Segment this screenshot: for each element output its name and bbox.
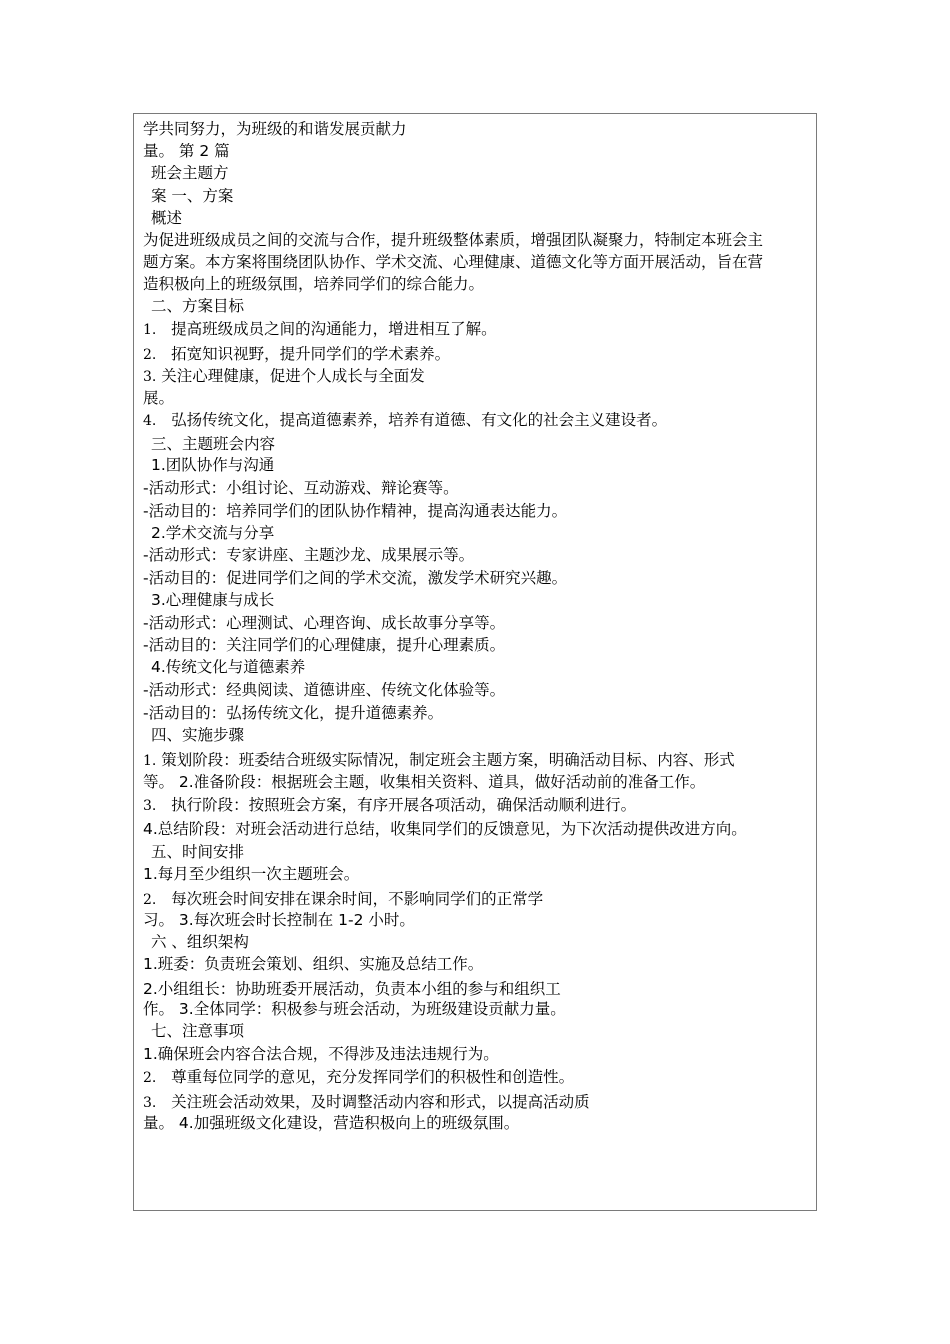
list-item-text: 每次班会时间安排在课余时间，不影响同学们的正常学: [171, 890, 544, 908]
sub-heading: 1.团队协作与沟通: [151, 456, 275, 474]
section-heading: 七、注意事项: [151, 1022, 245, 1040]
list-item-text: 弘扬传统文化，提高道德素养，培养有道德、有文化的社会主义建设者。: [171, 411, 668, 429]
list-marker: 3.: [143, 369, 157, 385]
text-line: 等。 2.准备阶段：根据班会主题，收集相关资料、道具，做好活动前的准备工作。: [143, 773, 706, 791]
document-table-cell: [133, 113, 817, 1211]
sub-heading: 2.学术交流与分享: [151, 524, 275, 542]
list-marker: 2.: [143, 892, 157, 908]
text-line: -活动形式：小组讨论、互动游戏、辩论赛等。: [143, 479, 459, 497]
text-line: 学共同努力，为班级的和谐发展贡献力: [143, 120, 407, 138]
section-heading: 三、主题班会内容: [151, 435, 276, 453]
list-marker: 1.: [143, 322, 157, 338]
section-heading: 四、实施步骤: [151, 726, 245, 744]
text-line: 案 一、方案: [151, 187, 234, 205]
list-marker: 1.: [143, 753, 157, 769]
section-heading: 五、时间安排: [151, 843, 245, 861]
list-item: [143, 366, 425, 387]
section-heading: 六 、组织架构: [151, 933, 249, 951]
text-line: 作。 3.全体同学：积极参与班会活动，为班级建设贡献力量。: [143, 1000, 566, 1018]
list-item: [143, 319, 497, 340]
list-item-text: 提高班级成员之间的沟通能力，增进相互了解。: [171, 320, 497, 338]
list-item-text: 尊重每位同学的意见，充分发挥同学们的积极性和创造性。: [171, 1068, 575, 1086]
text-line: 量。 4.加强班级文化建设，营造积极向上的班级氛围。: [143, 1114, 520, 1132]
text-line: 造积极向上的班级氛围，培养同学们的综合能力。: [143, 275, 485, 293]
text-line: 概述: [151, 209, 183, 227]
text-line: -活动目的：弘扬传统文化，提升道德素养。: [143, 704, 444, 722]
list-item: [143, 750, 735, 771]
text-line: -活动形式：专家讲座、主题沙龙、成果展示等。: [143, 546, 475, 564]
text-line: -活动目的：培养同学们的团队协作精神，提高沟通表达能力。: [143, 502, 568, 520]
list-item-text: 策划阶段：班委结合班级实际情况，制定班会主题方案，明确活动目标、内容、形式: [161, 751, 735, 769]
text-line: -活动形式：经典阅读、道德讲座、传统文化体验等。: [143, 681, 506, 699]
text-line: 习。 3.每次班会时长控制在 1-2 小时。: [143, 911, 415, 929]
list-item-text: 执行阶段：按照班会方案，有序开展各项活动，确保活动顺利进行。: [171, 796, 637, 814]
list-marker: 3.: [143, 798, 157, 814]
text-line: 1.班委：负责班会策划、组织、实施及总结工作。: [143, 955, 484, 973]
list-item-text: 拓宽知识视野，提升同学们的学术素养。: [171, 345, 451, 363]
text-line: -活动目的：关注同学们的心理健康，提升心理素质。: [143, 636, 506, 654]
section-heading: 二、方案目标: [151, 297, 245, 315]
text-line: 题方案。本方案将围绕团队协作、学术交流、心理健康、道德文化等方面开展活动，旨在营: [143, 253, 764, 271]
list-item: [143, 889, 543, 910]
sub-heading: 3.心理健康与成长: [151, 591, 275, 609]
list-marker: 3.: [143, 1095, 157, 1111]
list-item-text: 关注班会活动效果，及时调整活动内容和形式，以提高活动质: [171, 1093, 590, 1111]
text-line: 量。 第 2 篇: [143, 142, 230, 160]
list-item: [143, 344, 450, 365]
list-marker: 4.: [143, 413, 157, 429]
list-item: [143, 1092, 590, 1113]
sub-heading: 4.传统文化与道德素养: [151, 658, 306, 676]
text-line: -活动形式：心理测试、心理咨询、成长故事分享等。: [143, 614, 506, 632]
text-line: 展。: [143, 389, 175, 407]
list-item: [143, 410, 667, 431]
text-line: -活动目的：促进同学们之间的学术交流，激发学术研究兴趣。: [143, 569, 568, 587]
text-line: 4.总结阶段：对班会活动进行总结，收集同学们的反馈意见，为下次活动提供改进方向。: [143, 820, 747, 838]
list-item: [143, 1067, 574, 1088]
text-line: 班会主题方: [151, 164, 229, 182]
text-line: 1.确保班会内容合法合规，不得涉及违法违规行为。: [143, 1045, 499, 1063]
text-line: 2.小组组长：协助班委开展活动，负责本小组的参与和组织工: [143, 980, 561, 998]
text-line: 为促进班级成员之间的交流与合作，提升班级整体素质，增强团队凝聚力，特制定本班会主: [143, 231, 764, 249]
list-marker: 2.: [143, 1070, 157, 1086]
list-item-text: 关注心理健康，促进个人成长与全面发: [161, 367, 425, 385]
text-line: 1.每月至少组织一次主题班会。: [143, 865, 360, 883]
list-item: [143, 795, 636, 816]
list-marker: 2.: [143, 347, 157, 363]
